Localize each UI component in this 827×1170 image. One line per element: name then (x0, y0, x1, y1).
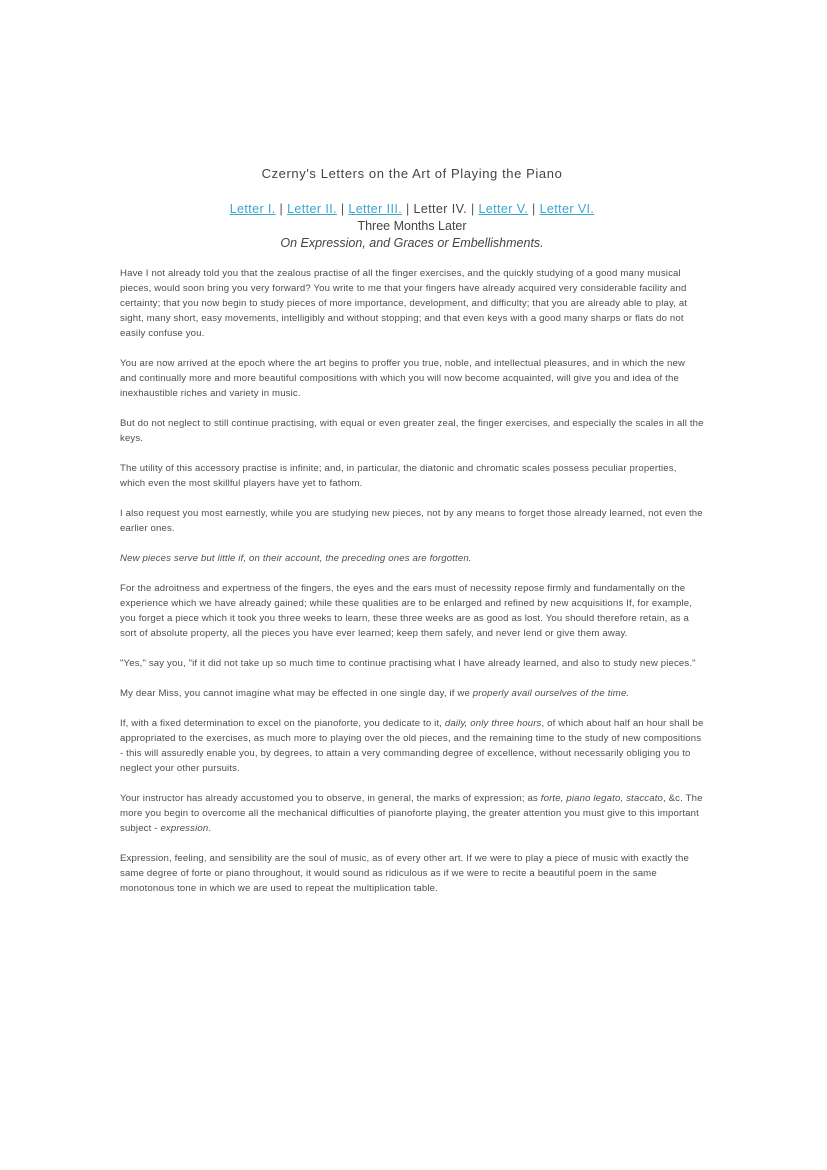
paragraph-11 (120, 791, 704, 836)
paragraph-2: You are now arrived at the epoch where the art begins to proffer you true, noble, and intellectual pleasures, and in which the new and continually more and more beautiful compositions with which you will now become acquainted, will give you and idea of the inexhaustible riches and variety in music. (120, 358, 686, 399)
paragraph-12: Expression, feeling, and sensibility are the soul of music, as of every other art. If we were to play a piece of music with exactly the same degree of forte or piano throughout, it would sound as ridiculous as if we were to recite a beautiful poem in the same monotonous tone in which we are used to repeat the multiplication table. (120, 853, 689, 894)
paragraph-10-text-a: If, with a fixed determination to excel on the pianoforte, you dedicate to it, (120, 718, 445, 729)
paragraph-10-text-c: , of which about half an hour shall be appropriated to the exercises, as much more to playing over the old pieces, and the remaining time to the study of new compositions - this will assuredly enable you, by degrees, to attain a very commanding degree of excellence, without necessarily obliging you to neglect your other pursuits. (120, 718, 704, 774)
nav-separator: | (279, 202, 288, 216)
letter-subtitle: Three Months Later (357, 219, 467, 233)
paragraph-9 (120, 686, 704, 701)
paragraph-8: "Yes," say you, "if it did not take up so much time to continue practising what I have already learned, and also to study new pieces." (120, 658, 696, 669)
nav-link-letter-5[interactable]: Letter V. (478, 202, 529, 216)
paragraph-11-text-e: . (208, 823, 212, 834)
paragraph-11-text-c: , &c. The more you begin to overcome all the mechanical difficulties of pianoforte playing, the greater attention you must give to this important subject - (120, 793, 703, 834)
paragraph-1: Have I not already told you that the zealous practise of all the finger exercises, and the quickly studying of a good many musical pieces, would soon bring you very forward? You write to me that your fingers have already acquired very considerable facility and certainty; that you now begin to study pieces of more importance, development, and difficulty; that you are already able to play, at sight, many short, easy movements, intelligibly and without stopping; and that even keys with a good many sharps or flats do not easily confuse you. (120, 268, 688, 339)
letter-navigation (120, 201, 704, 218)
paragraph-6-italic: New pieces serve but little if, on their account, the preceding ones are forgotten. (120, 553, 472, 564)
paragraph-10-italic: daily, only three hours (444, 718, 542, 729)
paragraph-11-italic-b: forte, piano legato, staccato (540, 793, 663, 804)
paragraph-3: But do not neglect to still continue practising, with equal or even greater zeal, the finger exercises, and especially the scales in all the keys. (120, 418, 704, 444)
nav-separator: | (470, 202, 479, 216)
paragraph-11-italic-d: expression (160, 823, 209, 834)
paragraph-6 (120, 551, 704, 566)
paragraph-9-text: My dear Miss, you cannot imagine what may be effected in one single day, if we (120, 688, 473, 699)
nav-link-letter-2[interactable]: Letter II. (287, 202, 337, 216)
nav-link-letter-3[interactable]: Letter III. (348, 202, 403, 216)
document-page (120, 166, 704, 911)
document-title: Czerny's Letters on the Art of Playing the Piano (261, 166, 563, 181)
paragraph-4: The utility of this accessory practise is infinite; and, in particular, the diatonic and chromatic scales possess peculiar properties, which even the most skillful players have yet to fathom. (120, 463, 677, 489)
nav-current-letter-4: Letter IV. (413, 202, 468, 216)
paragraph-7: For the adroitness and expertness of the fingers, the eyes and the ears must of necessity repose firmly and fundamentally on the experience which we have already gained; while these qualities are to be enlarged and refined by new acquisitions If, for example, you forget a piece which it took you three weeks to learn, these three weeks are as good as lost. You should therefore retain, as a sort of absolute property, all the pieces you have ever learned; keep them safely, and never lend or give them away. (120, 583, 693, 639)
nav-link-letter-6[interactable]: Letter VI. (539, 202, 595, 216)
nav-separator: | (405, 202, 414, 216)
nav-separator: | (532, 202, 540, 216)
paragraph-5: I also request you most earnestly, while you are studying new pieces, not by any means to forget those already learned, not even the earlier ones. (120, 508, 703, 534)
nav-link-letter-1[interactable]: Letter I. (229, 202, 276, 216)
paragraph-9-italic: properly avail ourselves of the time. (472, 688, 630, 699)
nav-separator: | (340, 202, 349, 216)
paragraph-11-text-a: Your instructor has already accustomed you to observe, in general, the marks of expression; as (120, 793, 541, 804)
paragraph-10 (120, 716, 704, 776)
letter-topic: On Expression, and Graces or Embellishments. (280, 236, 544, 250)
